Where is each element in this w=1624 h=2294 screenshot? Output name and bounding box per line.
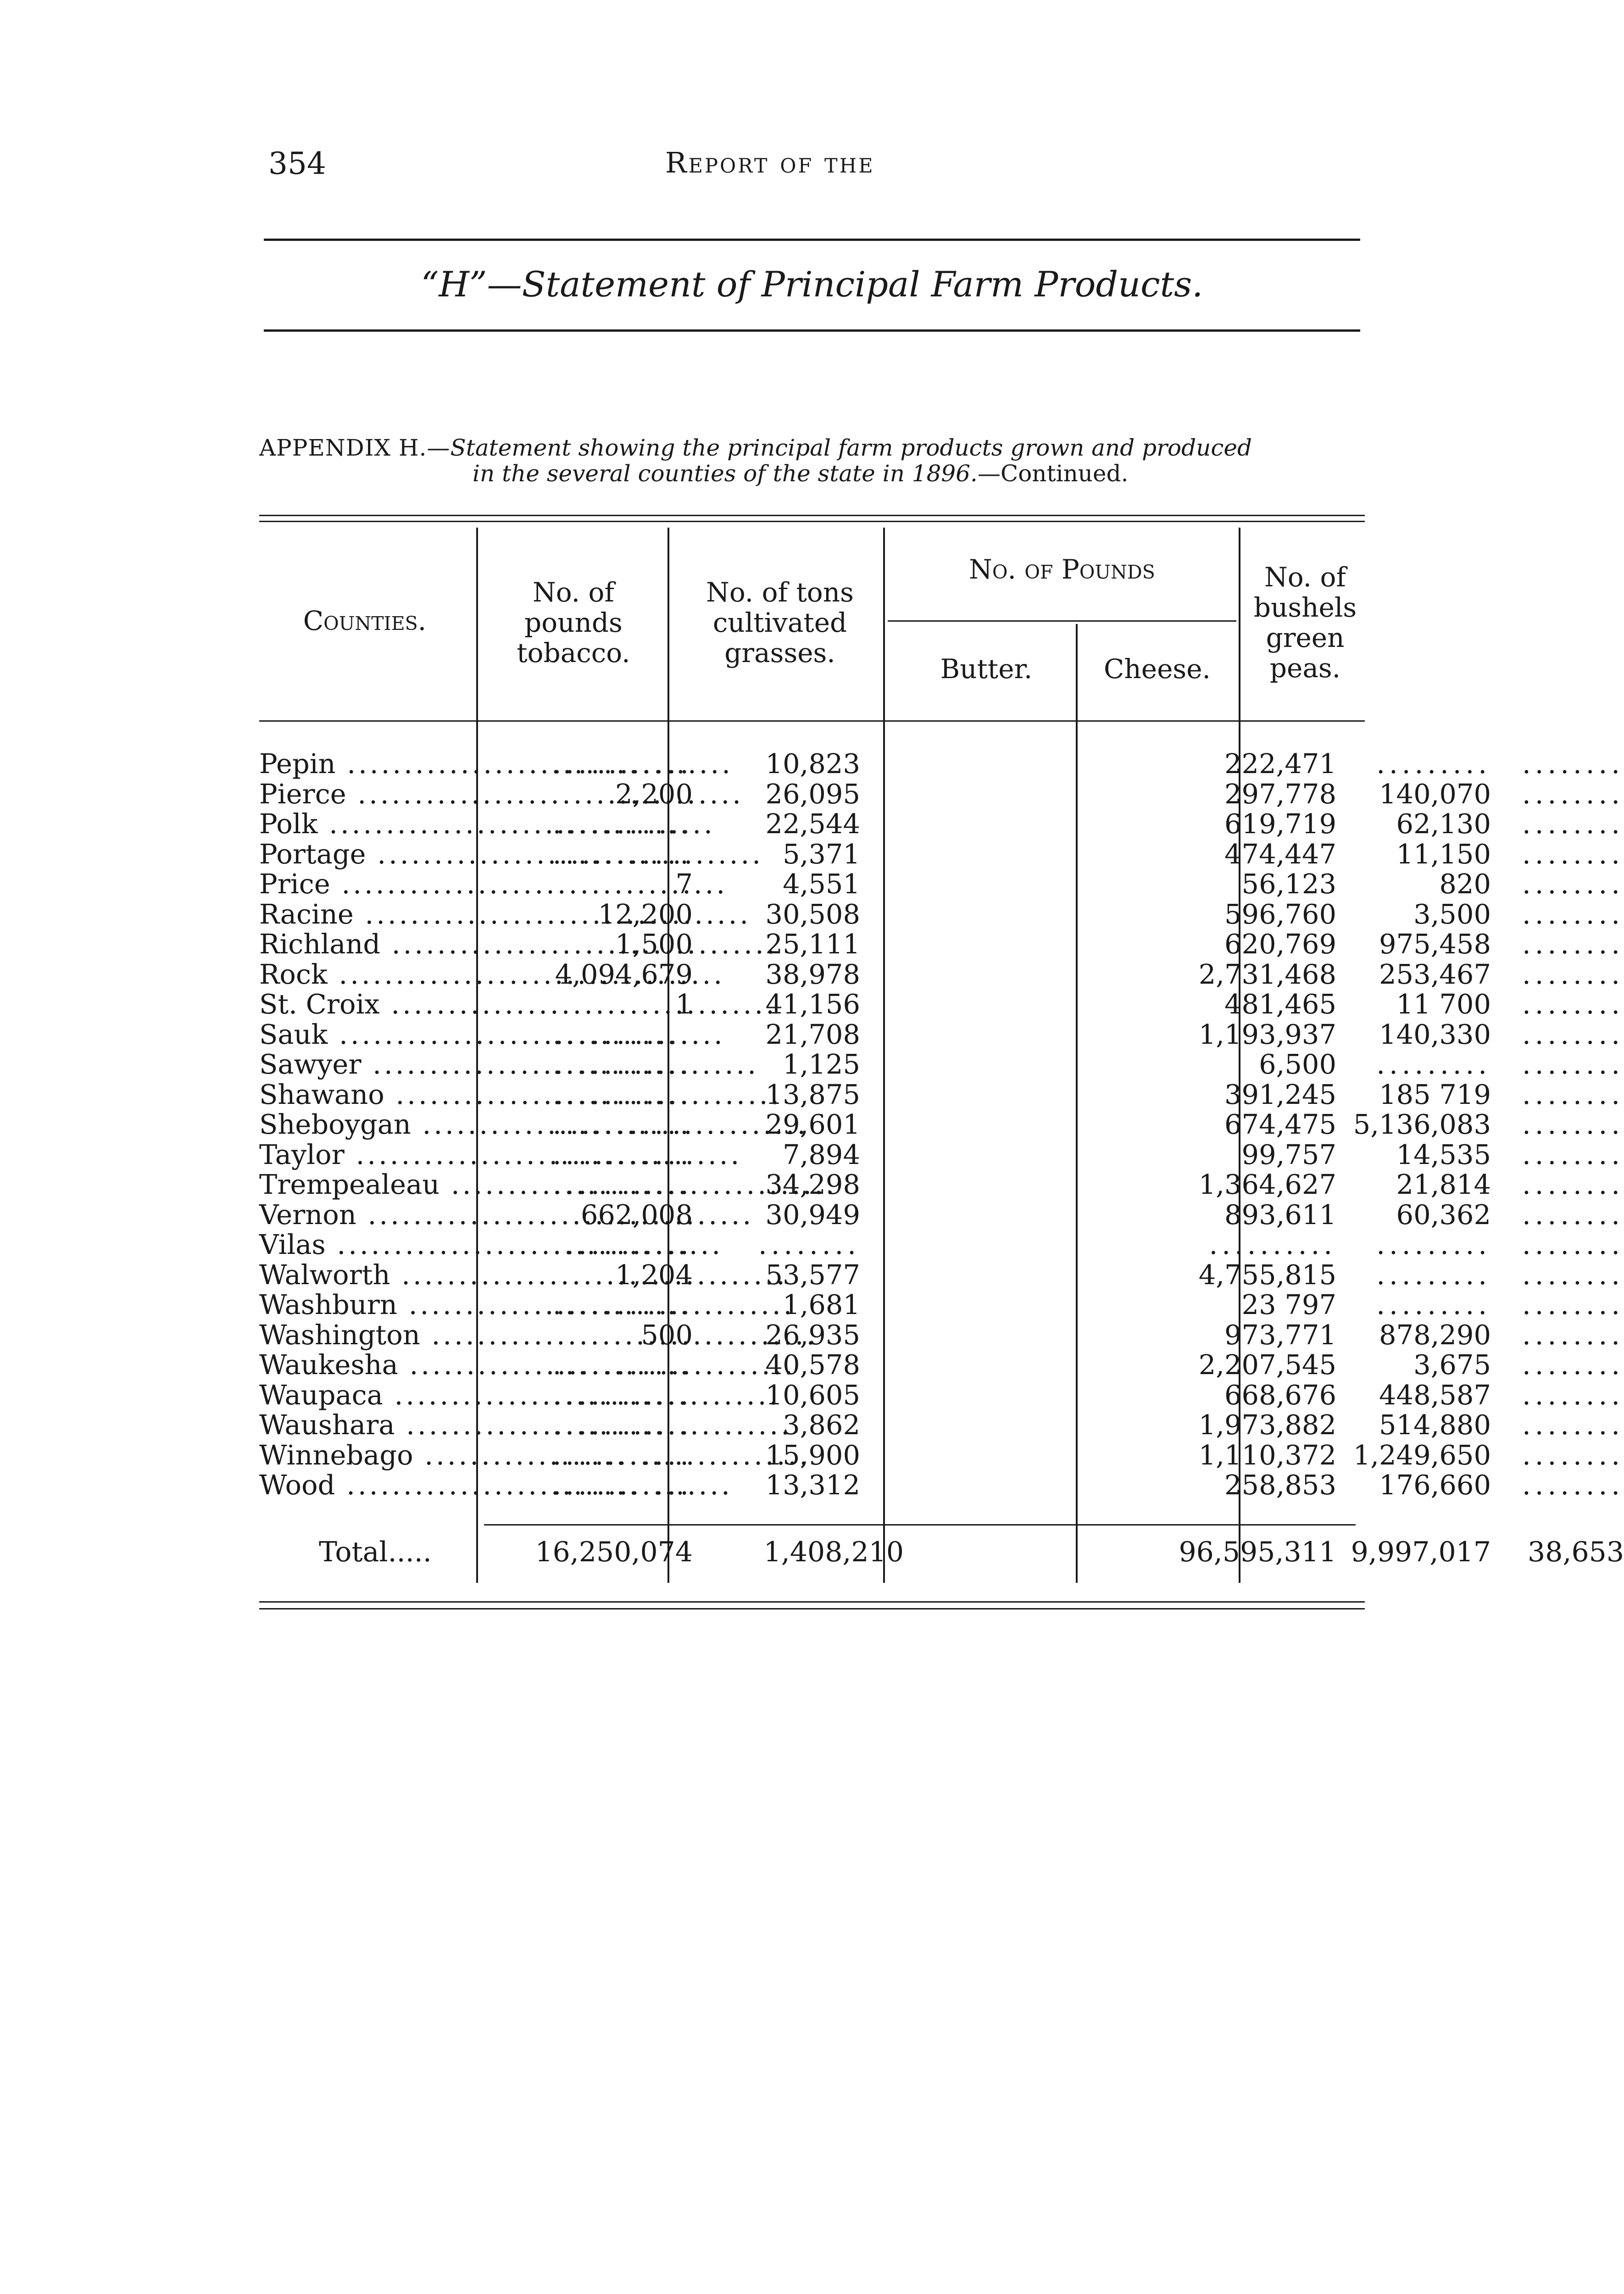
table-top-rule	[259, 515, 1365, 516]
total-tobacco: 16,250,074	[535, 1536, 693, 1568]
cheese-value: 140,330	[1379, 1018, 1491, 1050]
grasses-value: 7,894	[783, 1138, 860, 1170]
tobacco-value: 7	[675, 868, 693, 900]
grasses-value: 29,601	[765, 1108, 860, 1140]
butter-value: 2,207,545	[1198, 1349, 1336, 1381]
tobacco-leader-dots: ...........	[552, 1409, 693, 1441]
total-label-wrap: Total.....	[319, 1536, 432, 1568]
tobacco-leader-dots: ...........	[552, 1439, 693, 1471]
tobacco-leader-dots: ...........	[552, 1018, 693, 1050]
grasses-value: 30,508	[765, 898, 860, 930]
tobacco-value: 1	[675, 988, 693, 1020]
table-row	[259, 1349, 1624, 1381]
county-name: Trempealeau .....	[259, 1169, 470, 1200]
peas-leader-dots: ........	[1522, 1198, 1624, 1231]
peas-leader-dots: ........	[1522, 1349, 1624, 1381]
peas-leader-dots: ........	[1522, 1439, 1624, 1471]
butter-value: 620,769	[1224, 928, 1336, 960]
cheese-value: 11,150	[1396, 838, 1491, 870]
cheese-value: 3,675	[1413, 1349, 1491, 1381]
peas-leader-dots: ........	[1522, 748, 1624, 780]
peas-leader-dots: ........	[1522, 1108, 1624, 1140]
tobacco-leader-dots: ...........	[552, 838, 693, 870]
tobacco-value: 2,200	[615, 778, 693, 810]
county-name: Washburn .....	[259, 1290, 470, 1320]
county-name: Waushara .....	[259, 1410, 470, 1440]
header-cheese: Cheese.	[1104, 653, 1211, 685]
grasses-value: 1,681	[783, 1289, 860, 1320]
peas-leader-dots: ........	[1522, 1258, 1624, 1291]
pounds-group-rule	[888, 620, 1236, 622]
peas-leader-dots: ........	[1522, 1169, 1624, 1200]
grasses-value: 38,978	[765, 958, 860, 990]
table-row	[259, 1379, 1624, 1411]
butter-value: 674,475	[1224, 1108, 1336, 1140]
peas-leader-dots: ........	[1522, 988, 1624, 1020]
county-name: Sawyer .....	[259, 1049, 470, 1080]
cheese-value: 1,249,650	[1353, 1439, 1491, 1471]
tobacco-value: 1,204	[615, 1258, 693, 1291]
bottom-rule-1	[259, 1601, 1365, 1603]
grasses-value: 1,125	[783, 1048, 860, 1080]
butter-value: 596,760	[1224, 898, 1336, 930]
cheese-value: 5,136,083	[1353, 1108, 1491, 1140]
cheese-value: 60,362	[1396, 1198, 1491, 1231]
county-name: Racine .....	[259, 899, 470, 930]
caption-description-1: Statement showing the principal farm products grown and produced	[450, 434, 1252, 461]
county-name: Winnebago .....	[259, 1440, 470, 1470]
total-grasses: 1,408,210	[763, 1536, 904, 1568]
table-row	[259, 1289, 1624, 1320]
cheese-value: 3,500	[1413, 898, 1491, 930]
peas-leader-dots: ........	[1522, 808, 1624, 840]
bottom-rule-2	[259, 1608, 1365, 1609]
total-row	[259, 1536, 1624, 1568]
county-name: Wood .....	[259, 1470, 470, 1500]
grasses-value: 34,298	[765, 1169, 860, 1200]
tobacco-leader-dots: ...........	[552, 808, 693, 840]
page-number: 354	[268, 146, 326, 181]
peas-leader-dots: ........	[1522, 1409, 1624, 1441]
county-name: Pepin .....	[259, 749, 470, 779]
cheese-value: 21,814	[1396, 1169, 1491, 1200]
tobacco-value: 662,008	[581, 1198, 693, 1231]
tobacco-leader-dots: ...........	[552, 1349, 693, 1381]
butter-value: 2,731,468	[1198, 958, 1336, 990]
total-butter: 96,595,311	[1179, 1536, 1336, 1568]
county-name: Portage .....	[259, 839, 470, 869]
grasses-value: 10,605	[765, 1379, 860, 1411]
table-row	[259, 1138, 1624, 1170]
cheese-value: 185 719	[1379, 1078, 1491, 1110]
tobacco-leader-dots: ...........	[552, 1229, 693, 1260]
peas-leader-dots: ........	[1522, 1078, 1624, 1110]
peas-leader-dots: ........	[1522, 1018, 1624, 1050]
grasses-value: 21,708	[765, 1018, 860, 1050]
total-cheese: 9,997,017	[1351, 1536, 1491, 1568]
tobacco-leader-dots: ...........	[552, 1078, 693, 1110]
peas-leader-dots: ........	[1522, 1469, 1624, 1501]
grasses-value: 26,095	[765, 778, 860, 810]
cheese-value: 62,130	[1396, 808, 1491, 840]
county-name: Price .....	[259, 869, 470, 899]
county-name: Richland .....	[259, 929, 470, 959]
peas-leader-dots: ........	[1522, 958, 1624, 990]
table-row	[259, 1258, 1624, 1291]
grasses-value: 13,875	[765, 1078, 860, 1110]
cheese-leader-dots: .........	[1376, 1048, 1491, 1080]
butter-value: 1,364,627	[1198, 1169, 1336, 1200]
table-caption	[259, 435, 1360, 486]
county-name: Vilas .....	[259, 1230, 470, 1260]
county-name: Waupaca .....	[259, 1380, 470, 1410]
total-peas: 38,653	[1528, 1536, 1624, 1568]
county-name: Sauk .....	[259, 1019, 470, 1050]
tobacco-leader-dots: ...........	[552, 1138, 693, 1170]
cheese-value: 14,535	[1396, 1138, 1491, 1170]
peas-leader-dots: ........	[1522, 838, 1624, 870]
butter-value: 1,193,937	[1198, 1018, 1336, 1050]
table-row	[259, 1198, 1624, 1231]
header-counties: Counties.	[303, 605, 427, 636]
tobacco-value: 500	[641, 1319, 693, 1351]
grasses-value: 4,551	[783, 868, 860, 900]
county-name: Pierce .....	[259, 779, 470, 809]
peas-leader-dots: ........	[1522, 1289, 1624, 1320]
butter-value: 1,973,882	[1198, 1409, 1336, 1441]
butter-value: 481,465	[1224, 988, 1336, 1020]
county-name: Washington .....	[259, 1320, 470, 1350]
county-name: Walworth .....	[259, 1260, 470, 1290]
running-head: Report of the	[665, 146, 875, 179]
grasses-value: 26,935	[765, 1319, 860, 1351]
grasses-value: 41,156	[765, 988, 860, 1020]
table-row	[259, 958, 1624, 990]
tobacco-leader-dots: ...........	[552, 1379, 693, 1411]
peas-leader-dots: ........	[1522, 1138, 1624, 1170]
tobacco-leader-dots: ...........	[552, 1469, 693, 1501]
caption-lead: APPENDIX H.—	[259, 434, 450, 461]
table-row	[259, 808, 1624, 840]
peas-leader-dots: ........	[1522, 1229, 1624, 1260]
butter-value: 297,778	[1224, 778, 1336, 810]
title-rule-top	[264, 239, 1360, 241]
table-row	[259, 988, 1624, 1020]
table-row	[259, 1018, 1624, 1050]
cheese-value: 514,880	[1379, 1409, 1491, 1441]
cheese-value: 975,458	[1379, 928, 1491, 960]
cheese-value: 448,587	[1379, 1379, 1491, 1411]
table-row	[259, 778, 1624, 810]
tobacco-value: 12,200	[598, 898, 693, 930]
tobacco-leader-dots: ...........	[552, 1108, 693, 1140]
tobacco-leader-dots: ...........	[552, 1048, 693, 1080]
table-row	[259, 748, 1624, 780]
grasses-value: 25,111	[765, 928, 860, 960]
cheese-value: 140,070	[1379, 778, 1491, 810]
county-name: St. Croix .....	[259, 989, 470, 1019]
cheese-leader-dots: .........	[1376, 1229, 1491, 1260]
county-name: Rock .....	[259, 959, 470, 990]
total-rule	[484, 1524, 1356, 1526]
table-row	[259, 1048, 1624, 1080]
tobacco-value: 4,094,679	[555, 958, 693, 990]
table-row	[259, 1078, 1624, 1110]
caption-suffix: —Continued.	[977, 460, 1129, 487]
table-row	[259, 868, 1624, 900]
peas-leader-dots: ........	[1522, 1379, 1624, 1411]
butter-value: 474,447	[1224, 838, 1336, 870]
tobacco-leader-dots: ...........	[552, 748, 693, 780]
grasses-leader-dots: ........	[758, 1229, 860, 1260]
grasses-value: 53,577	[765, 1258, 860, 1291]
cheese-leader-dots: .........	[1376, 1289, 1491, 1320]
peas-leader-dots: ........	[1522, 778, 1624, 810]
butter-value: 668,676	[1224, 1379, 1336, 1411]
cheese-value: 878,290	[1379, 1319, 1491, 1351]
butter-value: 56,123	[1241, 868, 1336, 900]
grasses-value: 22,544	[765, 808, 860, 840]
grasses-value: 15,900	[765, 1439, 860, 1471]
peas-leader-dots: ........	[1522, 1048, 1624, 1080]
peas-leader-dots: ........	[1522, 868, 1624, 900]
butter-value: 1,110,372	[1198, 1439, 1336, 1471]
table-row	[259, 1409, 1624, 1441]
table-top-rule-2	[259, 521, 1365, 522]
peas-leader-dots: ........	[1522, 898, 1624, 930]
table-row	[259, 898, 1624, 930]
butter-value: 6,500	[1259, 1048, 1336, 1080]
county-name: Shawano .....	[259, 1080, 470, 1110]
table-row	[259, 1319, 1624, 1351]
section-title: “H”—Statement of Principal Farm Products.	[421, 264, 1203, 305]
county-name: Vernon .....	[259, 1200, 470, 1230]
grasses-value: 13,312	[765, 1469, 860, 1501]
grasses-value: 5,371	[783, 838, 860, 870]
table-row	[259, 1439, 1624, 1471]
total-label: Total	[319, 1536, 388, 1568]
header-pounds-group: No. of Pounds	[969, 554, 1155, 585]
tobacco-value: 1,500	[615, 928, 693, 960]
butter-leader-dots: ..........	[1209, 1229, 1336, 1260]
butter-value: 99,757	[1241, 1138, 1336, 1170]
cheese-value: 176,660	[1379, 1469, 1491, 1501]
cheese-leader-dots: .........	[1376, 1258, 1491, 1291]
butter-value: 258,853	[1224, 1469, 1336, 1501]
peas-leader-dots: ........	[1522, 928, 1624, 960]
county-name: Sheboygan .....	[259, 1109, 470, 1140]
title-rule-bottom	[264, 329, 1360, 332]
county-name: Polk .....	[259, 809, 470, 839]
cheese-value: 11 700	[1396, 988, 1491, 1020]
peas-leader-dots: ........	[1522, 1319, 1624, 1351]
butter-value: 4,755,815	[1198, 1258, 1336, 1291]
tobacco-leader-dots: ...........	[552, 1169, 693, 1200]
caption-description-2: in the several counties of the state in 1896.	[473, 460, 978, 487]
butter-value: 973,771	[1224, 1319, 1336, 1351]
grasses-value: 10,823	[765, 748, 860, 780]
cheese-value: 253,467	[1379, 958, 1491, 990]
grasses-value: 40,578	[765, 1349, 860, 1381]
header-grasses: No. of tons cultivated grasses.	[706, 577, 854, 668]
butter-value: 619,719	[1224, 808, 1336, 840]
table-row	[259, 928, 1624, 960]
header-bottom-rule	[259, 720, 1365, 722]
butter-value: 222,471	[1224, 748, 1336, 780]
grasses-value: 30,949	[765, 1198, 860, 1231]
butter-value: 893,611	[1224, 1198, 1336, 1231]
cheese-leader-dots: .........	[1376, 748, 1491, 780]
header-tobacco: No. of pounds tobacco.	[517, 577, 630, 668]
cheese-value: 820	[1439, 868, 1491, 900]
county-name: Taylor .....	[259, 1140, 470, 1170]
butter-value: 391,245	[1224, 1078, 1336, 1110]
tobacco-leader-dots: ...........	[552, 1289, 693, 1320]
table-row	[259, 838, 1624, 870]
grasses-value: 3,862	[783, 1409, 860, 1441]
header-butter: Butter.	[940, 653, 1033, 685]
county-name: Waukesha .....	[259, 1350, 470, 1380]
table-row	[259, 1229, 1624, 1260]
table-row	[259, 1169, 1624, 1200]
table-row	[259, 1108, 1624, 1140]
butter-value: 23 797	[1241, 1289, 1336, 1320]
table-row	[259, 1469, 1624, 1501]
header-peas: No. of bushels green peas.	[1253, 562, 1357, 684]
